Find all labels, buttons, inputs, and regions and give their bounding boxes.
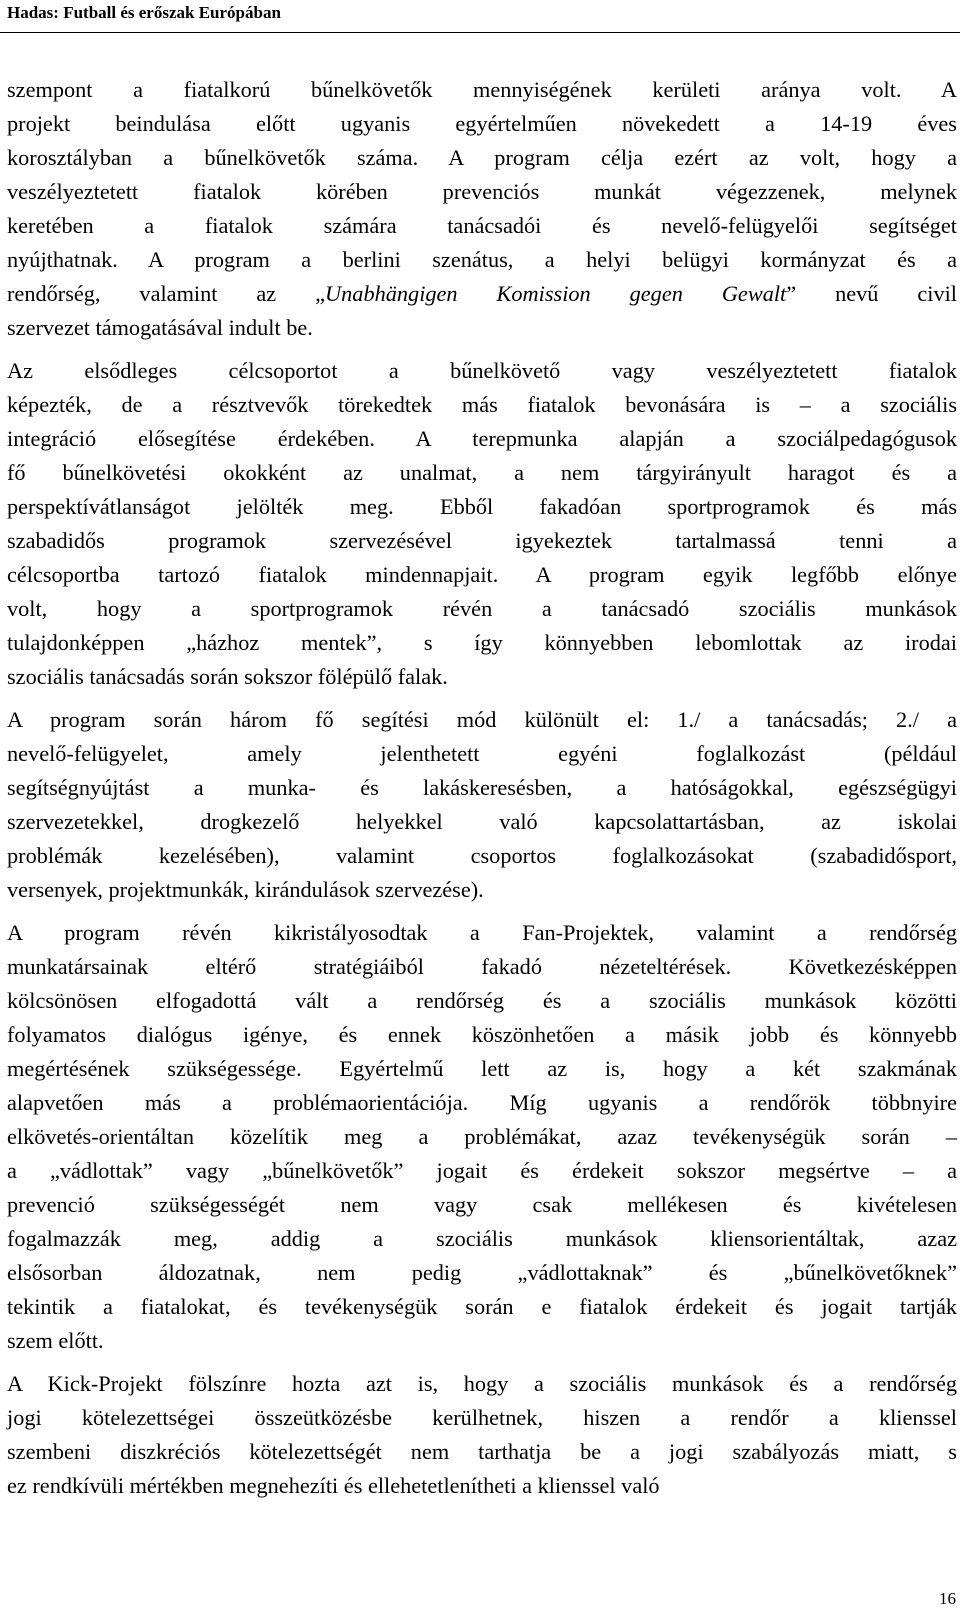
text-line: tulajdonképpen „házhoz mentek”, s így könnyebben lebomlottak az irodai [7, 630, 957, 655]
text-line: korosztályban a bűnelkövetők száma. A program célja ezért az volt, hogy a [7, 145, 957, 170]
header-rule [0, 32, 960, 33]
text-line: célcsoportba tartozó fiatalok mindennapjait. A program egyik legfőbb előnye [7, 562, 957, 587]
text-line: alapvetően más a problémaorientációja. Míg ugyanis a rendőrök többnyire [7, 1090, 957, 1115]
text-line: ez rendkívüli mértékben megnehezíti és ellehetetlenítheti a klienssel való [7, 1473, 660, 1498]
text-line: folyamatos dialógus igénye, és ennek köszönhetően a másik jobb és könnyebb [7, 1022, 957, 1047]
text-line: A program során három fő segítési mód különült el: 1./ a tanácsadás; 2./ a [7, 707, 957, 732]
text-line: szervezet támogatásával indult be. [7, 315, 313, 340]
text-line: jogi kötelezettségei összeütközésbe kerülhetnek, hiszen a rendőr a klienssel [7, 1405, 957, 1430]
text-line: szociális tanácsadás során sokszor fölépülő falak. [7, 664, 448, 689]
text-line: versenyek, projektmunkák, kirándulások szervezése). [7, 877, 484, 902]
paragraph-5 [7, 1367, 957, 1503]
text-line: szem előtt. [7, 1328, 104, 1353]
page-number: 16 [939, 1589, 956, 1608]
text-line: segítségnyújtást a munka- és lakáskeresésben, a hatóságokkal, egészségügyi [7, 775, 957, 800]
paragraph-1 [7, 73, 957, 345]
paragraph-3 [7, 703, 957, 907]
text-segment: rendőrség, valamint az „ [7, 281, 326, 306]
text-line: szabadidős programok szervezésével igyekeztek tartalmassá tenni a [7, 528, 957, 553]
text-line: nevelő-felügyelet, amely jelenthetett egyéni foglalkozást (például [7, 741, 957, 766]
text-line: keretében a fiatalok számára tanácsadói és nevelő-felügyelői segítséget [7, 213, 957, 238]
text-line: volt, hogy a sportprogramok révén a tanácsadó szociális munkások [7, 596, 957, 621]
text-line: a „vádlottak” vagy „bűnelkövetők” jogait és érdekeit sokszor megsértve – a [7, 1158, 957, 1183]
body-text [7, 73, 957, 1512]
text-line: A Kick-Projekt fölszínre hozta azt is, hogy a szociális munkások és a rendőrség [7, 1371, 957, 1396]
text-line: tekintik a fiatalokat, és tevékenységük során e fiatalok érdekeit és jogait tartják [7, 1294, 957, 1319]
text-line-with-italic [7, 277, 957, 311]
text-line: kölcsönösen elfogadottá vált a rendőrség és a szociális munkások közötti [7, 988, 957, 1013]
paragraph-lines [7, 354, 957, 694]
paragraph-lines [7, 1367, 957, 1503]
organization-name-italic: Unabhängigen Komission gegen Gewalt [325, 281, 787, 306]
text-segment: ” nevű civil [786, 281, 957, 306]
text-line: projekt beindulása előtt ugyanis egyértelműen növekedett a 14-19 éves [7, 111, 957, 136]
text-line: problémák kezelésében), valamint csoportos foglalkozásokat (szabadidősport, [7, 843, 957, 868]
text-line: elsősorban áldozatnak, nem pedig „vádlottaknak” és „bűnelkövetőknek” [7, 1260, 957, 1285]
text-line: képezték, de a résztvevők törekedtek más fiatalok bevonására is – a szociális [7, 392, 957, 417]
text-line: szembeni diszkréciós kötelezettségét nem tarthatja be a jogi szabályozás miatt, s [7, 1439, 957, 1464]
text-line: szempont a fiatalkorú bűnelkövetők mennyiségének kerületi aránya volt. A [7, 77, 957, 102]
text-line: megértésének szükségessége. Egyértelmű lett az is, hogy a két szakmának [7, 1056, 957, 1081]
paragraph-lines [7, 916, 957, 1358]
text-line: prevenció szükségességét nem vagy csak mellékesen és kivételesen [7, 1192, 957, 1217]
text-line: munkatársainak eltérő stratégiáiból fakadó nézeteltérések. Következésképpen [7, 954, 957, 979]
text-line: perspektívátlanságot jelölték meg. Ebből fakadóan sportprogramok és más [7, 494, 957, 519]
text-line: integráció elősegítése érdekében. A terepmunka alapján a szociálpedagógusok [7, 426, 957, 451]
text-line: nyújthatnak. A program a berlini szenátus, a helyi belügyi kormányzat és a [7, 247, 957, 272]
text-line: szervezetekkel, drogkezelő helyekkel való kapcsolattartásban, az iskolai [7, 809, 957, 834]
text-line: Az elsődleges célcsoportot a bűnelkövető vagy veszélyeztetett fiatalok [7, 358, 957, 383]
text-line: elkövetés-orientáltan közelítik meg a problémákat, azaz tevékenységük során – [7, 1124, 957, 1149]
text-line: veszélyeztetett fiatalok körében prevenciós munkát végezzenek, melynek [7, 179, 957, 204]
text-line: fogalmazzák meg, addig a szociális munkások kliensorientáltak, azaz [7, 1226, 957, 1251]
paragraph-4 [7, 916, 957, 1358]
running-header: Hadas: Futball és erőszak Európában [7, 3, 281, 22]
text-line: A program révén kikristályosodtak a Fan-Projektek, valamint a rendőrség [7, 920, 957, 945]
text-line: fő bűnelkövetési okokként az unalmat, a nem tárgyirányult haragot és a [7, 460, 957, 485]
paragraph-lines [7, 703, 957, 907]
paragraph-2 [7, 354, 957, 694]
